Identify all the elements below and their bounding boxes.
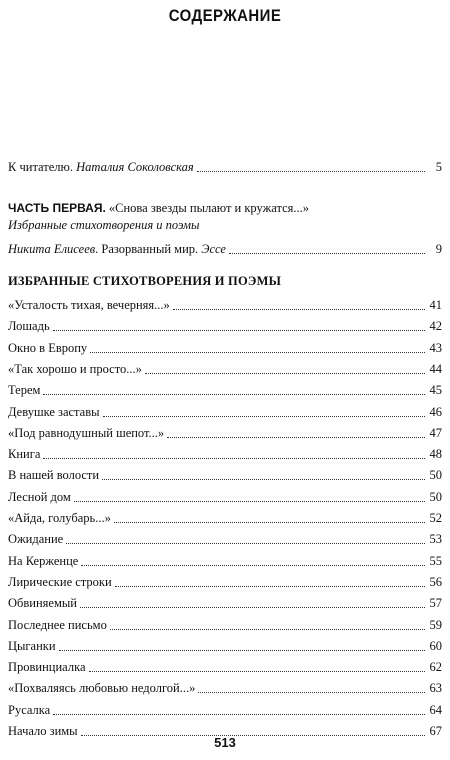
- leader-dots: [43, 458, 425, 459]
- toc-entry: [8, 660, 442, 675]
- toc-entry-title: Лирические строки: [8, 574, 112, 589]
- toc-entry-page: 5: [435, 160, 442, 174]
- toc-entry-page: 63: [429, 681, 442, 696]
- leader-dots: [81, 565, 425, 566]
- toc-entry-page: 52: [429, 511, 442, 525]
- toc-entry-page: 46: [429, 404, 442, 419]
- toc-entry-title: Начало зимы: [8, 724, 78, 738]
- toc-entry-author: Никита Елисеев: [8, 242, 96, 256]
- toc-entry-page: 64: [429, 702, 442, 717]
- leader-dots: [43, 394, 425, 395]
- toc-entry-intro: [8, 160, 442, 175]
- toc-entry-page: 53: [429, 532, 442, 547]
- leader-dots: [74, 501, 425, 502]
- toc-entry-title: Терем: [8, 383, 41, 398]
- toc-entry-title: Русалка: [8, 702, 51, 717]
- toc-entry-page: 56: [429, 574, 442, 589]
- toc-entry: [8, 511, 442, 526]
- toc-entry-page: 55: [429, 553, 442, 568]
- toc-entry: [8, 362, 442, 377]
- toc-entry-title: Ожидание: [8, 532, 64, 547]
- toc-entry-page: 9: [435, 242, 442, 256]
- toc-entry-title: «Под равнодушный шепот...»: [8, 425, 165, 440]
- toc-entry-title: К читателю. Наталия Соколовская: [8, 160, 194, 174]
- section-heading: ИЗБРАННЫЕ СТИХОТВОРЕНИЯ И ПОЭМЫ: [8, 274, 282, 288]
- leader-dots: [53, 330, 425, 331]
- toc-entry: [8, 639, 442, 654]
- toc-entry-page: 44: [429, 361, 442, 376]
- toc-entry-page: 41: [429, 298, 442, 312]
- part-title: «Снова звезды пылают и кружатся...»: [105, 201, 309, 215]
- leader-dots: [229, 253, 425, 254]
- leader-dots: [89, 671, 425, 672]
- toc-entry: [8, 447, 442, 462]
- toc-entry: [8, 319, 442, 334]
- leader-dots: [198, 692, 425, 693]
- toc-entry-essay: [8, 242, 442, 257]
- leader-dots: [102, 479, 425, 480]
- leader-dots: [66, 543, 425, 544]
- leader-dots: [59, 650, 425, 651]
- toc-entry-page: 48: [429, 447, 442, 462]
- toc-entry-genre: Эссе: [201, 242, 226, 256]
- part-subtitle: Избранные стихотворения и поэмы: [8, 218, 200, 232]
- leader-dots: [173, 309, 425, 310]
- toc-entry-title: Лесной дом: [8, 489, 71, 504]
- toc-entry-page: 50: [429, 468, 442, 483]
- toc-entry: [8, 575, 442, 590]
- toc-entry-page: 50: [429, 489, 442, 504]
- toc-entry-page: 59: [429, 617, 442, 632]
- leader-dots: [110, 629, 425, 630]
- toc-entry-page: 57: [429, 596, 442, 611]
- toc-entry: [8, 596, 442, 611]
- leader-dots: [115, 586, 425, 587]
- toc-entry-title: «Похваляясь любовью недолгой...»: [8, 681, 196, 696]
- toc-entry-page: 43: [429, 340, 442, 355]
- leader-dots: [197, 171, 425, 172]
- toc-entry: [8, 554, 442, 569]
- toc-entry: [8, 703, 442, 718]
- toc-entry-page: 60: [429, 638, 442, 653]
- part-label: ЧАСТЬ ПЕРВАЯ.: [8, 201, 106, 215]
- toc-entry-title: Девушке заставы: [8, 404, 100, 419]
- toc-entry: [8, 341, 442, 356]
- toc-entry: [8, 490, 442, 505]
- leader-dots: [114, 522, 425, 523]
- toc-entry: [8, 426, 442, 441]
- leader-dots: [53, 714, 425, 715]
- toc-entry-title: «Так хорошо и просто...»: [8, 361, 142, 376]
- toc-entry: [8, 405, 442, 420]
- toc-entry-title: Провинциалка: [8, 660, 86, 675]
- toc-entry-page: 62: [429, 660, 442, 675]
- toc-entry-title: Обвиняемый: [8, 596, 77, 611]
- part-heading: [8, 201, 442, 216]
- toc-entry-title: «Айда, голубарь...»: [8, 511, 111, 525]
- toc-entry-title: «Усталость тихая, вечерняя...»: [8, 298, 170, 312]
- page-title: СОДЕРЖАНИЕ: [168, 6, 282, 25]
- toc-entry: [8, 681, 442, 696]
- toc-entry: [8, 468, 442, 483]
- toc-entry: [8, 532, 442, 547]
- toc-entry-title: Книга: [8, 447, 41, 462]
- toc-entry-title: В нашей волости: [8, 468, 100, 483]
- toc-entry: [8, 618, 442, 633]
- page-number: 513: [214, 735, 236, 750]
- toc-entry-page: 67: [429, 724, 442, 738]
- leader-dots: [145, 373, 425, 374]
- toc-entry-page: 47: [429, 425, 442, 440]
- toc-entry-title: Никита Елисеев. Разорванный мир. Эссе: [8, 242, 226, 256]
- toc-entry-title: Лошадь: [8, 319, 50, 334]
- leader-dots: [167, 437, 425, 438]
- toc-entry-author: Наталия Соколовская: [76, 160, 194, 174]
- toc-entry-title: Цыганки: [8, 638, 56, 653]
- toc-entry-page: 45: [429, 383, 442, 398]
- toc-entry-page: 42: [429, 319, 442, 334]
- leader-dots: [90, 352, 425, 353]
- leader-dots: [103, 416, 425, 417]
- toc-entry-title: Последнее письмо: [8, 617, 107, 632]
- toc-entry: [8, 383, 442, 398]
- toc-entry-title: Окно в Европу: [8, 340, 88, 355]
- toc-entry-title: На Керженце: [8, 553, 79, 568]
- leader-dots: [80, 607, 425, 608]
- toc-entry: [8, 298, 442, 313]
